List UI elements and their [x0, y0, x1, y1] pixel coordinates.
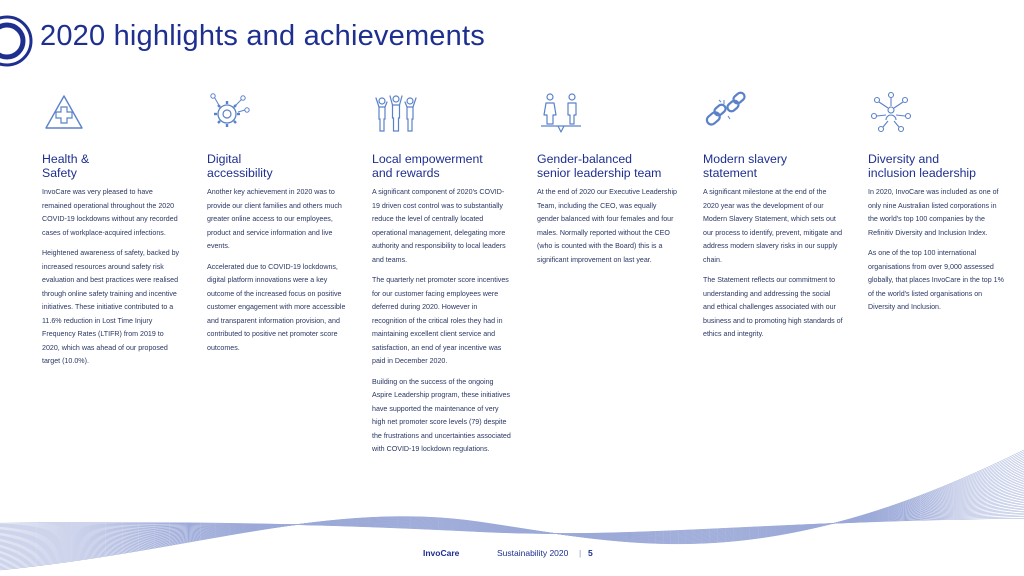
footer-separator: |	[579, 548, 582, 558]
column-heading: Digital accessibility	[207, 152, 273, 180]
page-number: 5	[588, 548, 593, 558]
paragraph: Accelerated due to COVID-19 lockdowns, digital platform innovations were a key outcome of the increased focus on positive customer engagement with more accessible and transparent information provision, and contributed to positive net promoter score outcomes.	[207, 262, 346, 352]
page-title: 2020 highlights and achievements	[40, 20, 485, 52]
health-cross-triangle-icon	[42, 90, 86, 136]
column-heading: Gender-balanced senior leadership team	[537, 152, 662, 180]
column-body	[207, 186, 347, 362]
paragraph: InvoCare was very pleased to have remained operational throughout the 2020 COVID-19 lockdowns without any recorded cases of workplace-acquired infections.	[42, 188, 178, 237]
paragraph: At the end of 2020 our Executive Leadership Team, including the CEO, was equally gender balanced with four females and four males. Normally reported without the CEO (who is counted with the Board) this is a significant improvement on last year.	[537, 188, 678, 264]
paragraph: Another key achievement in 2020 was to provide our client families and others much greater online access to our employees, product and service information and live events.	[207, 188, 342, 250]
paragraph: A significant component of 2020's COVID-19 driven cost control was to substantially reduce the level of centrally located operational management, delegating more authority and responsibility to local leaders and teams.	[372, 188, 506, 264]
column-body	[42, 186, 182, 376]
column-heading: Diversity and inclusion leadership	[868, 152, 977, 180]
column-heading: Local empowerment and rewards	[372, 152, 483, 180]
column-body	[537, 186, 677, 274]
paragraph: The Statement reflects our commitment to understanding and addressing the social and ethical challenges associated with our business and to promoting high standards of ethics and integrity.	[703, 276, 843, 338]
footer-report-name: Sustainability 2020	[497, 548, 569, 558]
paragraph: The quarterly net promoter score incentives for our customer facing employees were deferred during 2020. However in recognition of the critical roles they had in maintaining excellent client service and satisfaction, an end of year incentive was paid in December 2020.	[372, 276, 509, 365]
column-body	[372, 186, 512, 464]
diverse-people-network-icon	[868, 90, 914, 136]
column-heading: Health & Safety	[42, 152, 90, 180]
gender-balance-scale-icon	[537, 90, 585, 136]
paragraph: Heightened awareness of safety, backed by increased resources around safety risk evaluation and best practices were realised through online safety training and incentive initiatives. These initiative contributed to a 11.6% reduction in Lost Time Injury Frequency Rates (LTIFR) from 2019 to 2020, which was ahead of our proposed target (10.0%).	[42, 249, 180, 365]
paragraph: A significant milestone at the end of the 2020 year was the development of our Modern Slavery Statement, which sets out our process to identify, prevent, mitigate and address modern slavery risks in our supply chain.	[703, 188, 843, 264]
highlights-columns	[0, 88, 1024, 508]
paragraph: Building on the success of the ongoing Aspire Leadership program, these initiatives have supported the maintenance of very high net promoter score levels (79) despite the frustrations and uncertainties associated with COVID-19 lockdown regulations.	[372, 377, 511, 453]
column-heading: Modern slavery statement	[703, 152, 788, 180]
gear-network-icon	[207, 90, 251, 136]
logo-arc-icon	[0, 12, 36, 70]
footer	[0, 548, 1024, 562]
column-body	[868, 186, 1008, 322]
broken-chain-icon	[703, 90, 747, 136]
paragraph: As one of the top 100 international organisations from over 9,000 assessed globally, that places InvoCare in the top 1% of the world's listed organisations on Diversity and Inclusion.	[868, 249, 1004, 311]
people-celebrating-icon	[372, 90, 420, 136]
footer-brand: InvoCare	[423, 548, 460, 558]
paragraph: In 2020, InvoCare was included as one of only nine Australian listed corporations in the world's top 100 companies by the Refinitiv Diversity and Inclusion Index.	[868, 188, 999, 237]
column-body	[703, 186, 843, 349]
